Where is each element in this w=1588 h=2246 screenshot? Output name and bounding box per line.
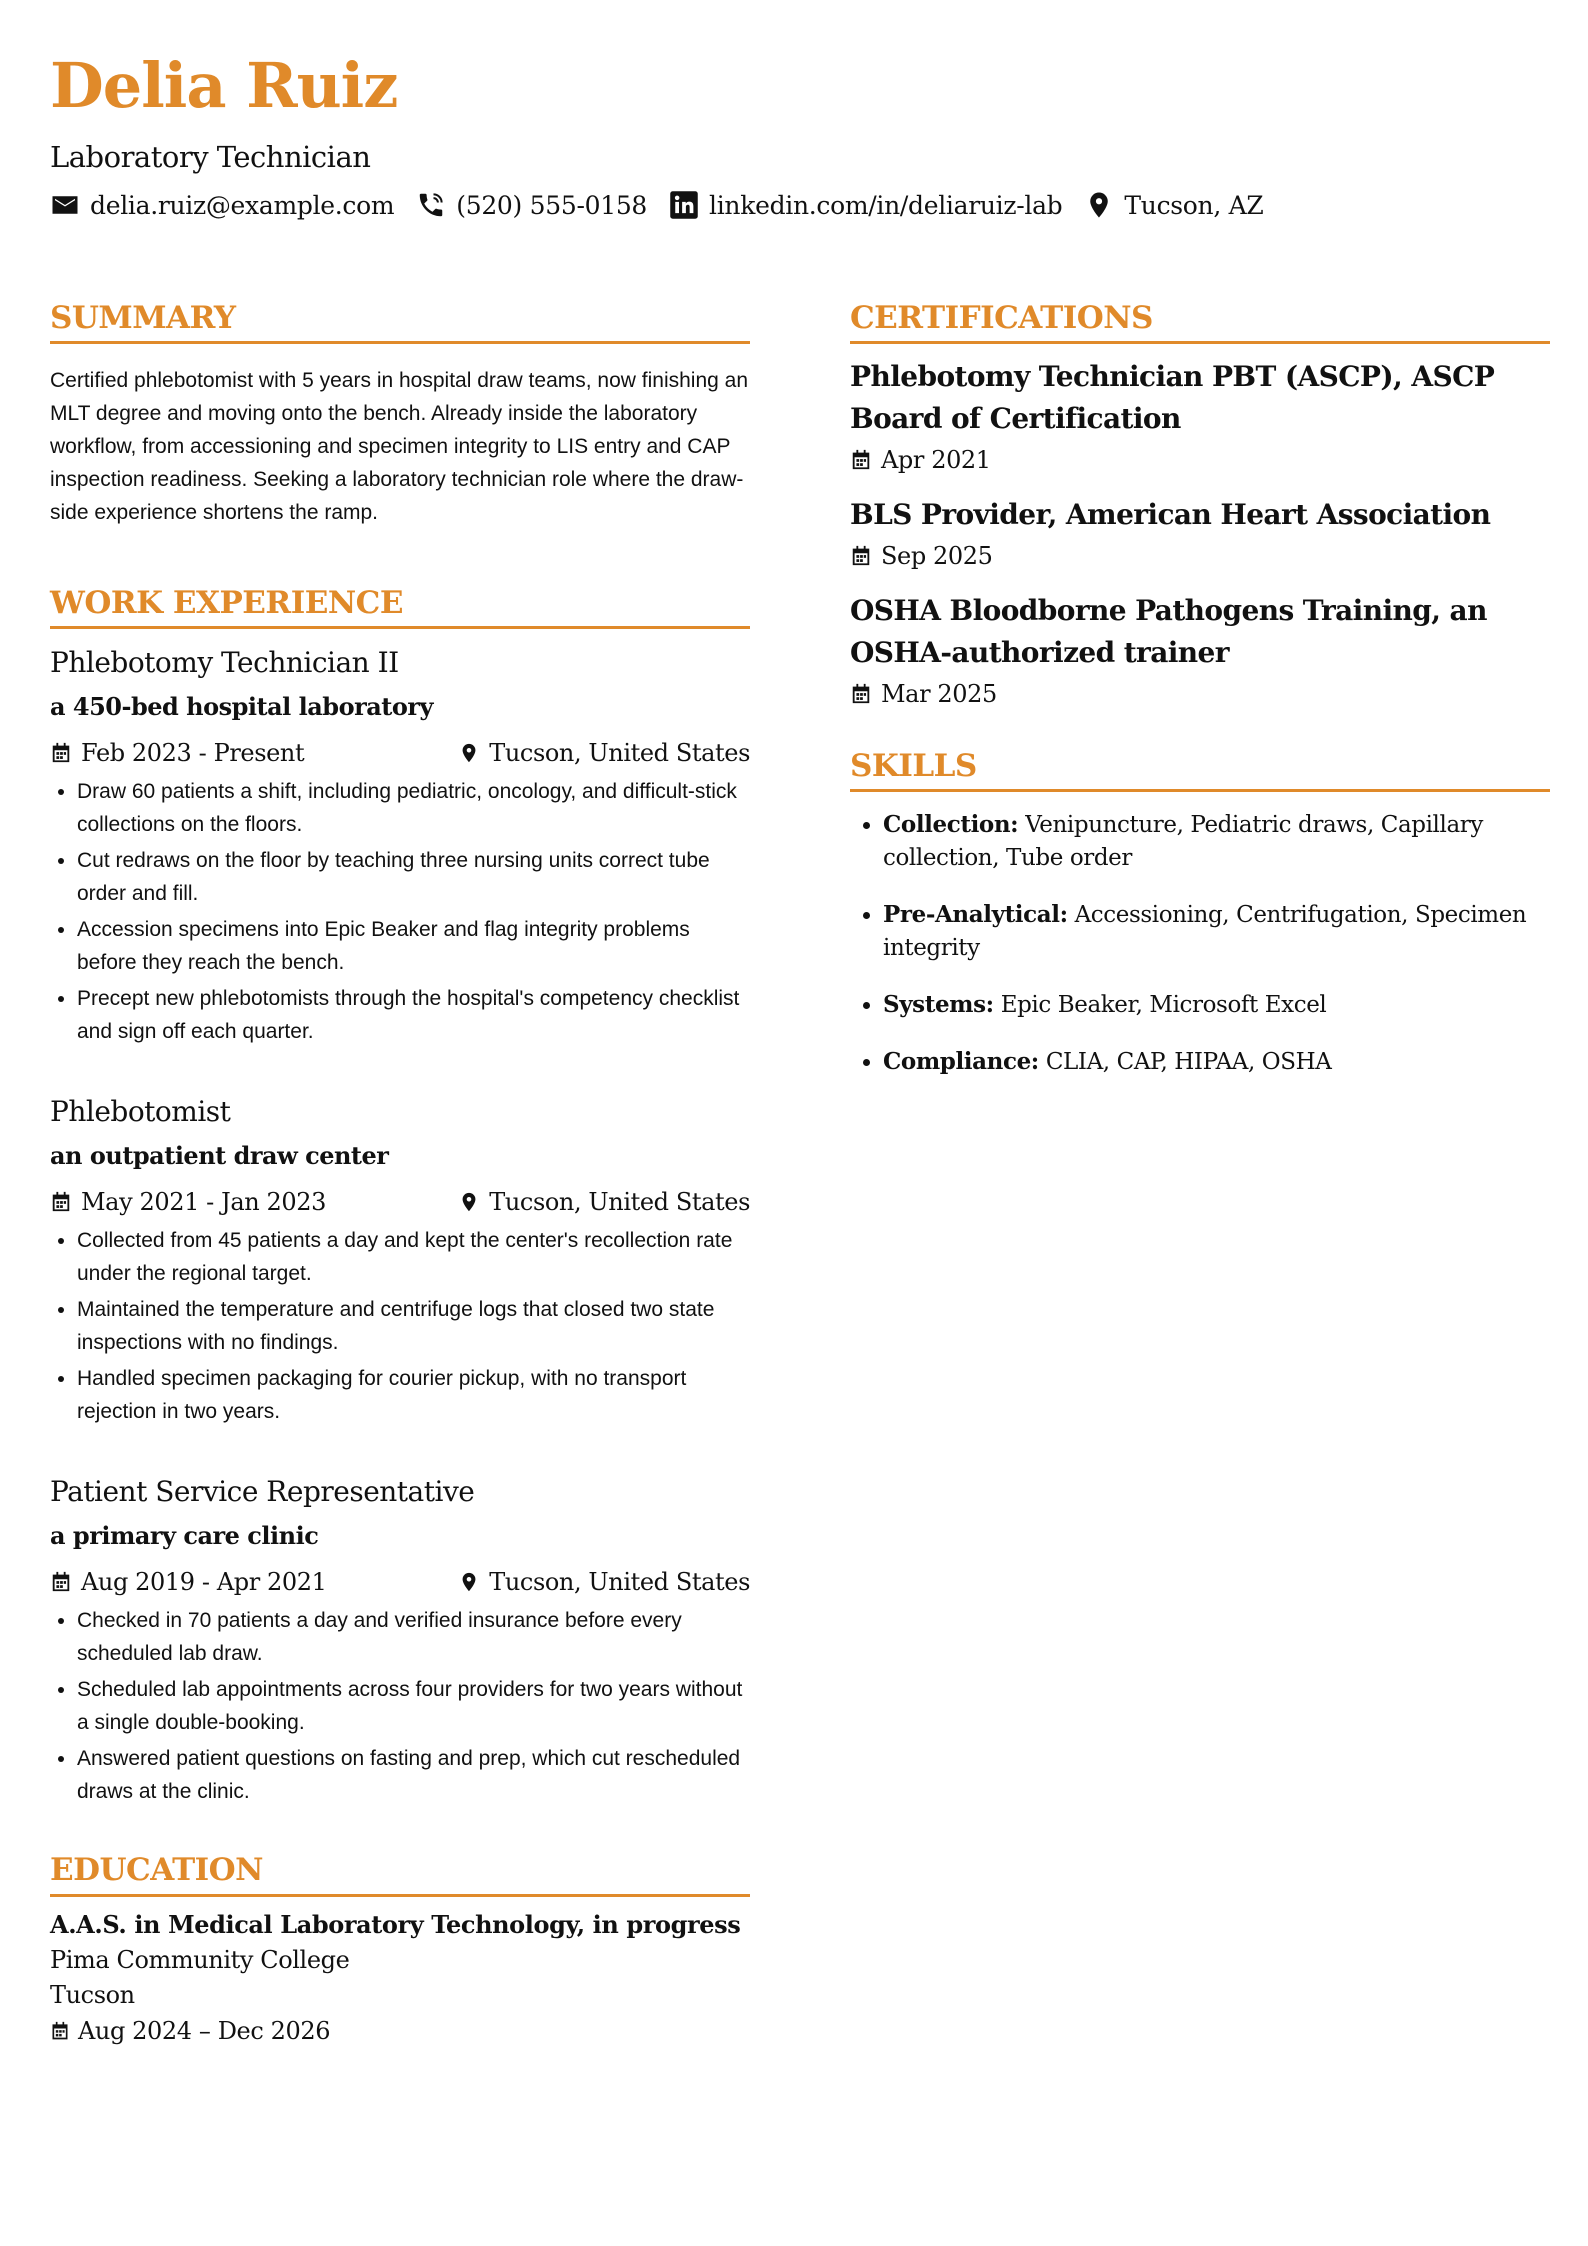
- certification-name: OSHA Bloodborne Pathogens Training, an OSHA-authorized trainer: [850, 594, 1487, 670]
- calendar-icon: [50, 1191, 72, 1213]
- job-bullet: • Cut redraws on the floor by teaching three nursing units correct tube order and fill.: [77, 844, 750, 910]
- job-location-text: Tucson, United States: [489, 739, 750, 768]
- experience-heading: WORK EXPERIENCE: [50, 585, 750, 629]
- phone-icon: [416, 190, 446, 220]
- skills-section: [850, 748, 1550, 1079]
- contact-email-text: delia.ruiz@example.com: [90, 190, 395, 220]
- summary-heading: SUMMARY: [50, 300, 750, 344]
- job-dates-text: May 2021 - Jan 2023: [81, 1188, 327, 1217]
- skills-list: [850, 808, 1550, 1079]
- skills-heading: SKILLS: [850, 748, 1550, 792]
- certification-date-text: Mar 2025: [881, 680, 997, 709]
- job-location-text: Tucson, United States: [489, 1568, 750, 1597]
- certification-date: [850, 680, 1550, 708]
- job-dates: [50, 1188, 326, 1216]
- contact-linkedin[interactable]: [669, 190, 1062, 220]
- education-dates: [50, 2013, 750, 2049]
- job-location: [458, 1568, 750, 1596]
- education-heading: EDUCATION: [50, 1852, 750, 1896]
- job-entry: [50, 1092, 750, 1428]
- certification-name: Phlebotomy Technician PBT (ASCP), ASCP Board of Certification: [850, 360, 1495, 436]
- job-location: [458, 739, 750, 767]
- location-pin-icon: [458, 1571, 480, 1593]
- job-bullet: • Maintained the temperature and centrifuge logs that closed two state inspections with no findings.: [77, 1293, 750, 1359]
- calendar-icon: [850, 545, 872, 567]
- certification-date: [850, 446, 1550, 474]
- calendar-icon: [50, 1571, 72, 1593]
- candidate-role: Laboratory Technician: [50, 140, 371, 174]
- location-pin-icon: [458, 742, 480, 764]
- job-title: Phlebotomy Technician II: [50, 646, 399, 680]
- skill-category: Systems:: [883, 991, 994, 1019]
- skill-item: [883, 988, 1550, 1022]
- certification-item: [850, 356, 1550, 474]
- job-bullet: • Collected from 45 patients a day and kept the center's recollection rate under the regional target.: [77, 1224, 750, 1290]
- education-degree: A.A.S. in Medical Laboratory Technology, in progress: [50, 1909, 741, 1939]
- job-dates: [50, 1568, 327, 1596]
- certification-item: [850, 494, 1550, 570]
- skill-category: Compliance:: [883, 1048, 1039, 1076]
- skill-item: [883, 1045, 1550, 1079]
- job-company: an outpatient draw center: [50, 1141, 389, 1171]
- job-location: [458, 1188, 750, 1216]
- calendar-icon: [850, 449, 872, 471]
- job-title: Patient Service Representative: [50, 1475, 475, 1509]
- education-entry: [50, 1907, 750, 2049]
- skill-item: [883, 898, 1550, 965]
- envelope-icon: [50, 190, 80, 220]
- education-school: Pima Community College: [50, 1945, 350, 1974]
- skill-values: Venipuncture, Pediatric draws, Capillary collection, Tube order: [883, 812, 1483, 872]
- job-bullet: • Precept new phlebotomists through the hospital's competency checklist and sign off each quarter.: [77, 982, 750, 1048]
- contact-bar: [50, 190, 1285, 220]
- certification-item: [850, 590, 1550, 708]
- contact-phone[interactable]: [416, 190, 647, 220]
- summary-text: Certified phlebotomist with 5 years in hospital draw teams, now finishing an MLT degree and moving onto the bench. Already inside the laboratory workflow, from accessioning and specimen integrity to LIS entry and CAP inspection readiness. Seeking a laboratory technician role where the draw-side experience shortens the ramp.: [50, 369, 749, 525]
- skill-category: Collection:: [883, 811, 1019, 839]
- calendar-icon: [850, 683, 872, 705]
- job-title: Phlebotomist: [50, 1095, 231, 1129]
- certification-name: BLS Provider, American Heart Association: [850, 498, 1491, 532]
- certification-date-text: Sep 2025: [881, 542, 993, 571]
- calendar-icon: [50, 742, 72, 764]
- job-meta: [50, 1568, 750, 1596]
- job-bullet: • Answered patient questions on fasting and prep, which cut rescheduled draws at the clinic.: [77, 1742, 750, 1808]
- contact-location: [1084, 190, 1263, 220]
- candidate-name: Delia Ruiz: [50, 49, 398, 122]
- job-bullet: • Handled specimen packaging for courier pickup, with no transport rejection in two years.: [77, 1362, 750, 1428]
- certifications-heading: CERTIFICATIONS: [850, 300, 1550, 344]
- education-city: Tucson: [50, 1980, 135, 2009]
- skill-values: Epic Beaker, Microsoft Excel: [1000, 992, 1327, 1019]
- skill-category: Pre-Analytical:: [883, 901, 1068, 929]
- skill-values: CLIA, CAP, HIPAA, OSHA: [1045, 1049, 1332, 1076]
- location-pin-icon: [1084, 190, 1114, 220]
- job-bullets: [50, 1604, 750, 1808]
- job-bullet: • Scheduled lab appointments across four providers for two years without a single double-booking.: [77, 1673, 750, 1739]
- job-meta: [50, 1188, 750, 1216]
- job-location-text: Tucson, United States: [489, 1188, 750, 1217]
- job-bullet: • Checked in 70 patients a day and verified insurance before every scheduled lab draw.: [77, 1604, 750, 1670]
- location-pin-icon: [458, 1191, 480, 1213]
- job-bullet: • Draw 60 patients a shift, including pediatric, oncology, and difficult-stick collections on the floors.: [77, 775, 750, 841]
- contact-location-text: Tucson, AZ: [1124, 190, 1264, 220]
- job-dates: [50, 739, 304, 767]
- contact-phone-text: (520) 555-0158: [456, 190, 648, 220]
- calendar-icon: [50, 2021, 70, 2041]
- contact-email[interactable]: [50, 190, 394, 220]
- job-bullets: [50, 775, 750, 1048]
- education-dates-text: Aug 2024 – Dec 2026: [78, 2016, 331, 2045]
- contact-linkedin-text: linkedin.com/in/deliaruiz-lab: [709, 190, 1063, 220]
- job-meta: [50, 739, 750, 767]
- job-entry: [50, 1472, 750, 1808]
- job-dates-text: Feb 2023 - Present: [81, 739, 305, 768]
- summary-section: [50, 300, 750, 529]
- certification-date-text: Apr 2021: [881, 446, 991, 475]
- linkedin-icon: [669, 190, 699, 220]
- job-company: a 450-bed hospital laboratory: [50, 692, 433, 722]
- certifications-section: [850, 300, 1550, 708]
- education-section: [50, 1852, 750, 2048]
- job-entry: [50, 643, 750, 1048]
- job-dates-text: Aug 2019 - Apr 2021: [81, 1568, 327, 1597]
- job-company: a primary care clinic: [50, 1521, 319, 1551]
- skill-item: [883, 808, 1550, 875]
- skill-values: Accessioning, Centrifugation, Specimen integrity: [883, 902, 1527, 962]
- right-column: [850, 300, 1550, 1119]
- job-bullet: • Accession specimens into Epic Beaker and flag integrity problems before they reach the bench.: [77, 913, 750, 979]
- experience-section: [50, 585, 750, 1808]
- left-column: [50, 300, 750, 2089]
- job-bullets: [50, 1224, 750, 1428]
- certification-date: [850, 542, 1550, 570]
